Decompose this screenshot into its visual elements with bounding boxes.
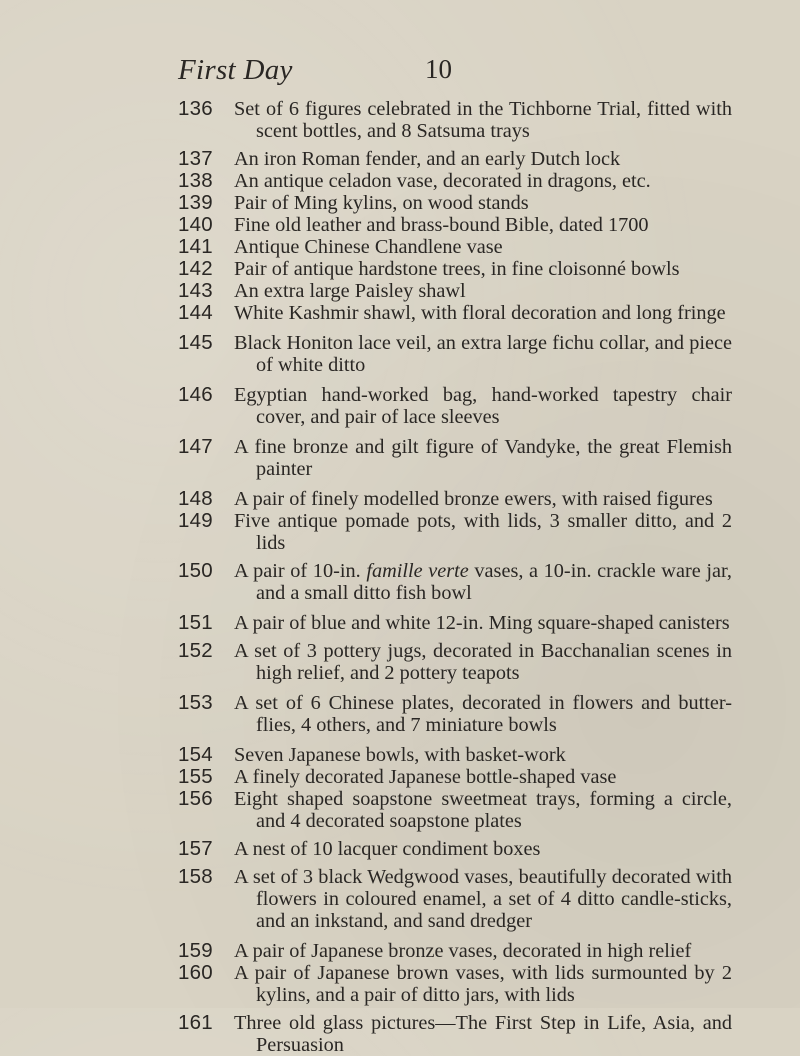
- lot-number: 147: [178, 435, 213, 458]
- lot-description: A set of 6 Chinese plates, decorated in flowers and butter-flies, 4 others, and 7 miniature bowls: [234, 692, 732, 736]
- lot-item: [0, 692, 800, 736]
- lot-description: Black Honiton lace veil, an extra large fichu collar, and piece of white ditto: [234, 332, 732, 376]
- lot-description: Antique Chinese Chandlene vase: [234, 236, 503, 258]
- lot-number: 157: [178, 837, 213, 860]
- lot-item: [0, 170, 800, 192]
- lot-number: 158: [178, 865, 213, 888]
- lot-item: [0, 560, 800, 604]
- lot-item: [0, 436, 800, 480]
- lot-item: [0, 510, 800, 554]
- lot-number: 151: [178, 611, 213, 634]
- lot-description: Fine old leather and brass-bound Bible, dated 1700: [234, 214, 649, 236]
- lot-description: White Kashmir shawl, with floral decoration and long fringe: [234, 302, 726, 324]
- lot-description: A finely decorated Japanese bottle-shaped vase: [234, 766, 617, 788]
- lot-description: An antique celadon vase, decorated in dragons, etc.: [234, 170, 651, 192]
- lot-number: 138: [178, 169, 213, 192]
- lot-number: 146: [178, 383, 213, 406]
- lot-number: 150: [178, 559, 213, 582]
- lot-item: [0, 766, 800, 788]
- lot-number: 143: [178, 279, 213, 302]
- lot-number: 140: [178, 213, 213, 236]
- lot-description: Pair of antique hardstone trees, in fine cloisonné bowls: [234, 258, 680, 280]
- page-number: 10: [425, 54, 452, 84]
- lot-number: 155: [178, 765, 213, 788]
- lot-description: Seven Japanese bowls, with basket-work: [234, 744, 566, 766]
- lot-item: [0, 332, 800, 376]
- lot-item: [0, 962, 800, 1006]
- lot-description: Set of 6 figures celebrated in the Tichborne Trial, fitted with scent bottles, and 8 Satsuma trays: [234, 98, 732, 142]
- lot-number: 144: [178, 301, 213, 324]
- lot-description: Eight shaped soapstone sweetmeat trays, forming a circle, and 4 decorated soapstone plates: [234, 788, 732, 832]
- page-header: [178, 54, 758, 94]
- lot-description: A pair of Japanese bronze vases, decorated in high relief: [234, 940, 692, 962]
- lot-item: [0, 148, 800, 170]
- lot-number: 137: [178, 147, 213, 170]
- lot-item: [0, 98, 800, 142]
- lot-description: A pair of blue and white 12-in. Ming square-shaped canisters: [234, 612, 730, 634]
- lot-description-italic: famille verte: [366, 560, 469, 582]
- lot-item: [0, 258, 800, 280]
- lot-list: [0, 98, 800, 1056]
- lot-number: 153: [178, 691, 213, 714]
- lot-item: [0, 744, 800, 766]
- lot-item: [0, 866, 800, 932]
- lot-description: A nest of 10 lacquer condiment boxes: [234, 838, 541, 860]
- lot-item: [0, 384, 800, 428]
- lot-description: An extra large Paisley shawl: [234, 280, 466, 302]
- lot-description: A fine bronze and gilt figure of Vandyke, the great Flemish painter: [234, 436, 732, 480]
- lot-number: 142: [178, 257, 213, 280]
- lot-description: A set of 3 pottery jugs, decorated in Bacchanalian scenes in high relief, and 2 pottery teapots: [234, 640, 732, 684]
- lot-item: [0, 302, 800, 324]
- lot-item: [0, 612, 800, 634]
- lot-number: 148: [178, 487, 213, 510]
- lot-item: [0, 640, 800, 684]
- lot-description: [234, 560, 732, 604]
- day-title: First Day: [178, 54, 293, 86]
- lot-item: [0, 788, 800, 832]
- lot-number: 156: [178, 787, 213, 810]
- lot-number: 154: [178, 743, 213, 766]
- lot-number: 161: [178, 1011, 213, 1034]
- lot-number: 149: [178, 509, 213, 532]
- lot-description-part: A pair of 10-in.: [234, 560, 367, 582]
- lot-description: Five antique pomade pots, with lids, 3 smaller ditto, and 2 lids: [234, 510, 732, 554]
- lot-number: 152: [178, 639, 213, 662]
- lot-description-part: vases, a 10-in. crackle ware jar, and a small ditto fish bowl: [256, 560, 732, 604]
- lot-number: 145: [178, 331, 213, 354]
- lot-description: Egyptian hand-worked bag, hand-worked tapestry chair cover, and pair of lace sleeves: [234, 384, 732, 428]
- lot-item: [0, 1012, 800, 1056]
- lot-number: 141: [178, 235, 213, 258]
- lot-description: A pair of Japanese brown vases, with lids surmounted by 2 kylins, and a pair of ditto jars, with lids: [234, 962, 732, 1006]
- lot-item: [0, 192, 800, 214]
- lot-item: [0, 280, 800, 302]
- lot-description: A pair of finely modelled bronze ewers, with raised figures: [234, 488, 713, 510]
- lot-description: An iron Roman fender, and an early Dutch lock: [234, 148, 621, 170]
- lot-item: [0, 940, 800, 962]
- lot-number: 139: [178, 191, 213, 214]
- lot-description: Pair of Ming kylins, on wood stands: [234, 192, 529, 214]
- lot-number: 136: [178, 97, 213, 120]
- lot-item: [0, 838, 800, 860]
- lot-item: [0, 488, 800, 510]
- lot-number: 160: [178, 961, 213, 984]
- lot-description: A set of 3 black Wedgwood vases, beautifully decorated with flowers in coloured enamel, a set of 4 ditto candle-sticks, and an inkstand, and sand dredger: [234, 866, 732, 932]
- lot-number: 159: [178, 939, 213, 962]
- lot-item: [0, 236, 800, 258]
- lot-item: [0, 214, 800, 236]
- lot-description: Three old glass pictures—The First Step in Life, Asia, and Persuasion: [234, 1012, 732, 1056]
